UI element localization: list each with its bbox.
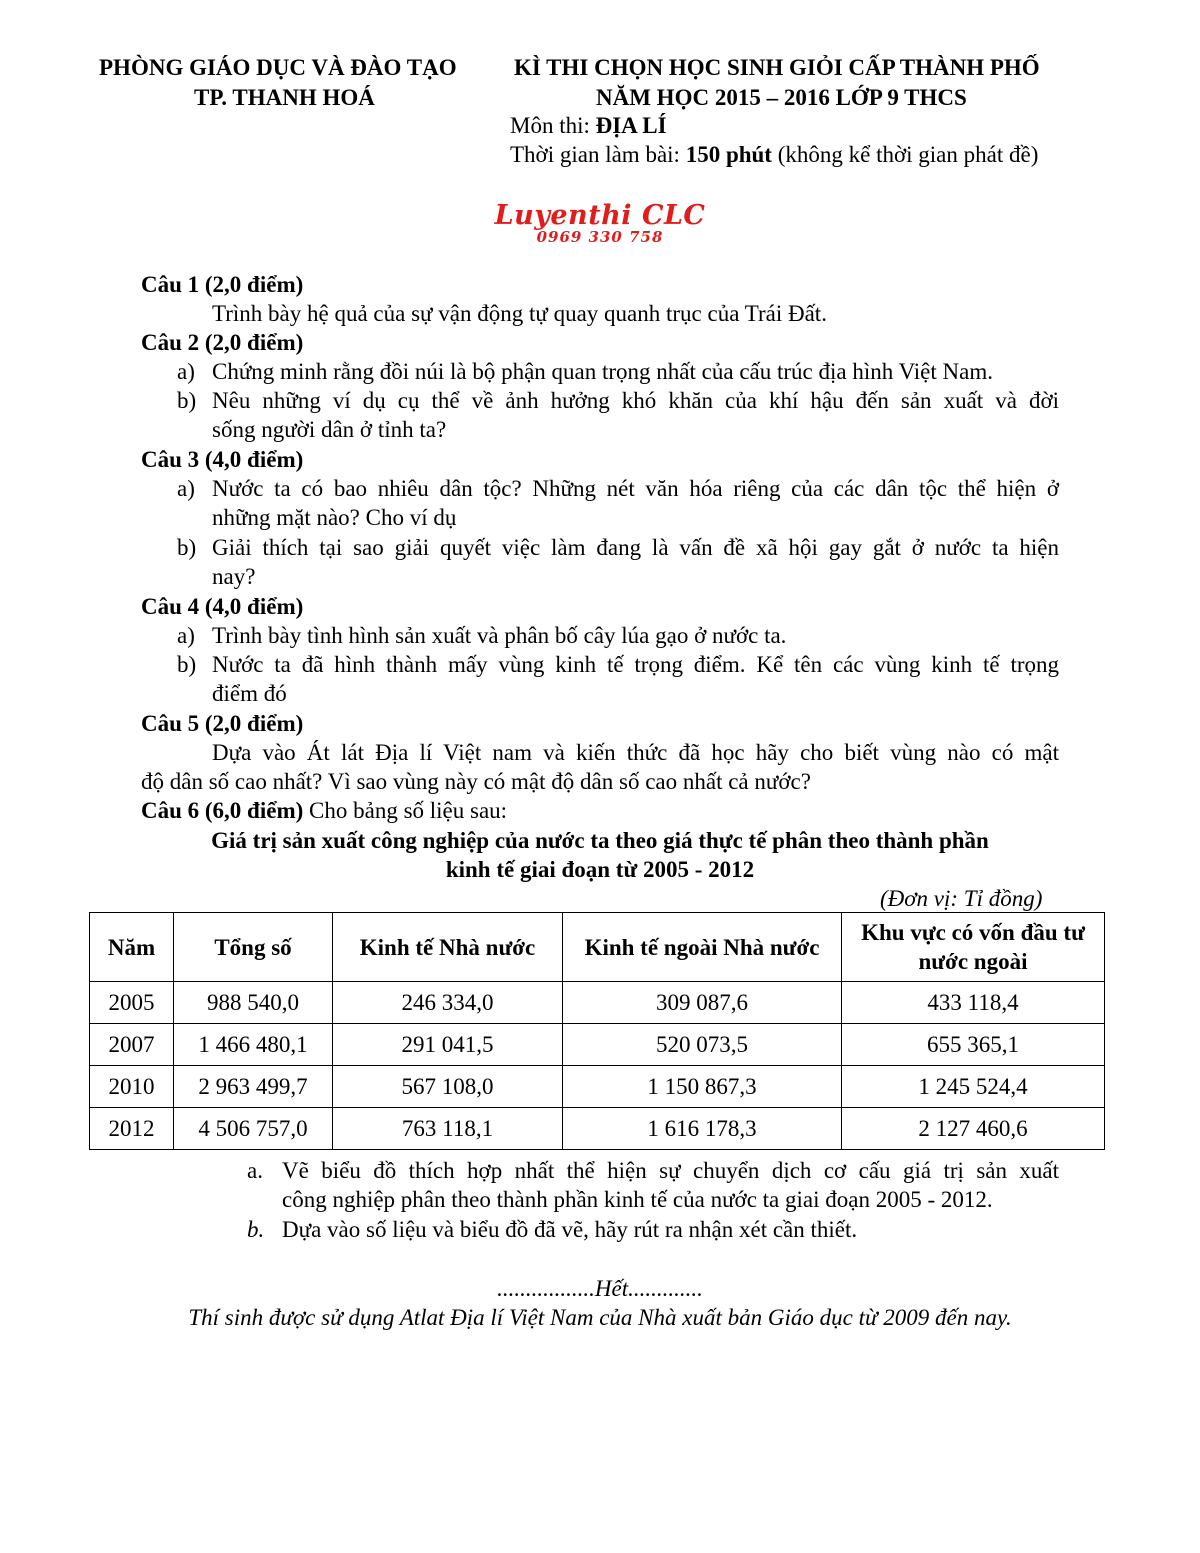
q2-a-text: Chứng minh rằng đồi núi là bộ phận quan trọng nhất của cấu trúc địa hình Việt Nam. xyxy=(212,359,993,384)
q2-a-label: a) xyxy=(177,359,195,384)
q4-b-line2: điểm đó xyxy=(212,681,287,706)
cell-non-state: 1 150 867,3 xyxy=(563,1066,842,1108)
q6-a-label: a. xyxy=(247,1158,263,1183)
q4-b-line1: Nước ta đã hình thành mấy vùng kinh tế trọng điểm. Kể tên các vùng kinh tế trọng xyxy=(212,652,1059,677)
q4-a-label: a) xyxy=(177,623,195,648)
q5-line1: Dựa vào Át lát Địa lí Việt nam và kiến thức đã học hãy cho biết vùng nào có mật xyxy=(212,740,1059,765)
col-header-year: Năm xyxy=(90,913,174,982)
col-header-non-state: Kinh tế ngoài Nhà nước xyxy=(563,913,842,982)
subject-line xyxy=(510,111,667,140)
subject-label: Môn thi: xyxy=(510,113,596,138)
cell-non-state: 1 616 178,3 xyxy=(563,1108,842,1150)
q4-item-a xyxy=(177,621,1059,650)
city-name: TP. THANH HOÁ xyxy=(194,85,375,110)
q2-b-label: b) xyxy=(177,388,197,413)
col-header-total: Tổng số xyxy=(174,913,333,982)
data-table xyxy=(89,912,1105,1150)
time-note: (không kể thời gian phát đề) xyxy=(771,142,1039,167)
q6-b-label: b. xyxy=(247,1217,265,1242)
time-label: Thời gian làm bài: xyxy=(510,142,686,167)
table-row xyxy=(90,982,1105,1024)
q1-text: Trình bày hệ quả của sự vận động tự quay quanh trục của Trái Đất. xyxy=(212,301,827,326)
unit-note: (Đơn vị: Tỉ đồng) xyxy=(880,886,1043,911)
q5-title: Câu 5 (2,0 điểm) xyxy=(141,711,304,736)
table-row xyxy=(90,1024,1105,1066)
cell-non-state: 309 087,6 xyxy=(563,982,842,1024)
q6-intro: Cho bảng số liệu sau: xyxy=(303,798,508,823)
q6-a-line2: công nghiệp phân theo thành phần kinh tế của nước ta giai đoạn 2005 - 2012. xyxy=(282,1187,993,1212)
cell-foreign: 2 127 460,6 xyxy=(842,1108,1105,1150)
q3-a-line1: Nước ta có bao nhiêu dân tộc? Những nét văn hóa riêng của các dân tộc thể hiện ở xyxy=(212,476,1059,501)
cell-state: 246 334,0 xyxy=(333,982,563,1024)
cell-total: 1 466 480,1 xyxy=(174,1024,333,1066)
q6-title: Câu 6 (6,0 điểm) xyxy=(141,798,304,823)
cell-foreign: 655 365,1 xyxy=(842,1024,1105,1066)
q3-a-line2: những mặt nào? Cho ví dụ xyxy=(212,505,457,530)
q4-a-text: Trình bày tình hình sản xuất và phân bố cây lúa gạo ở nước ta. xyxy=(212,623,787,648)
q6-a-line1: Vẽ biểu đồ thích hợp nhất thể hiện sự chuyển dịch cơ cấu giá trị sản xuất xyxy=(282,1158,1059,1183)
q2-b-line1: Nêu những ví dụ cụ thể về ảnh hưởng khó khăn của khí hậu đến sản xuất và đời xyxy=(212,388,1059,413)
q3-b-label: b) xyxy=(177,535,197,560)
q6-b-text: Dựa vào số liệu và biểu đồ đã vẽ, hãy rút ra nhận xét cần thiết. xyxy=(282,1217,858,1242)
q2-b-line2: sống người dân ở tỉnh ta? xyxy=(212,417,447,442)
cell-state: 291 041,5 xyxy=(333,1024,563,1066)
q1-title: Câu 1 (2,0 điểm) xyxy=(141,272,304,297)
table-row xyxy=(90,1066,1105,1108)
cell-year: 2010 xyxy=(90,1066,174,1108)
luyenthi-logo xyxy=(470,200,730,250)
q3-item-b xyxy=(177,533,1059,591)
cell-state: 567 108,0 xyxy=(333,1066,563,1108)
school-year: NĂM HỌC 2015 – 2016 LỚP 9 THCS xyxy=(596,85,967,110)
cell-year: 2007 xyxy=(90,1024,174,1066)
cell-year: 2012 xyxy=(90,1108,174,1150)
q3-item-a xyxy=(177,474,1059,532)
cell-year: 2005 xyxy=(90,982,174,1024)
q2-item-a xyxy=(177,357,1059,386)
cell-total: 2 963 499,7 xyxy=(174,1066,333,1108)
time-value: 150 phút xyxy=(685,142,772,167)
cell-total: 4 506 757,0 xyxy=(174,1108,333,1150)
cell-non-state: 520 073,5 xyxy=(563,1024,842,1066)
cell-state: 763 118,1 xyxy=(333,1108,563,1150)
department-name: PHÒNG GIÁO DỤC VÀ ĐÀO TẠO xyxy=(99,55,457,80)
cell-total: 988 540,0 xyxy=(174,982,333,1024)
q6-item-a xyxy=(247,1156,1059,1214)
table-title-line2: kinh tế giai đoạn từ 2005 - 2012 xyxy=(445,857,755,882)
q4-item-b xyxy=(177,650,1059,708)
q2-item-b xyxy=(177,386,1059,444)
col-header-state: Kinh tế Nhà nước xyxy=(333,913,563,982)
subject-value: ĐỊA LÍ xyxy=(595,113,667,138)
q6-heading xyxy=(141,796,507,825)
q2-title: Câu 2 (2,0 điểm) xyxy=(141,330,304,355)
footer-note: Thí sinh được sử dụng Atlat Địa lí Việt Nam của Nhà xuất bản Giáo dục từ 2009 đến nay. xyxy=(188,1305,1012,1330)
q4-title: Câu 4 (4,0 điểm) xyxy=(141,594,304,619)
logo-phone: 0969 330 758 xyxy=(536,228,664,246)
q3-a-label: a) xyxy=(177,476,195,501)
q3-b-line1: Giải thích tại sao giải quyết việc làm đang là vấn đề xã hội gay gắt ở nước ta hiện xyxy=(212,535,1059,560)
cell-foreign: 1 245 524,4 xyxy=(842,1066,1105,1108)
q6-item-b xyxy=(247,1215,1059,1244)
exam-title: KÌ THI CHỌN HỌC SINH GIỎI CẤP THÀNH PHỐ xyxy=(514,55,1040,80)
q5-line2: độ dân số cao nhất? Vì sao vùng này có mật độ dân số cao nhất cả nước? xyxy=(141,769,811,794)
time-line xyxy=(510,140,1038,169)
table-row xyxy=(90,1108,1105,1150)
q4-b-label: b) xyxy=(177,652,197,677)
logo-name: Luyenthi CLC xyxy=(494,200,706,231)
end-mark: .................Hết............. xyxy=(497,1276,703,1301)
cell-foreign: 433 118,4 xyxy=(842,982,1105,1024)
table-header-row xyxy=(90,913,1105,982)
q3-title: Câu 3 (4,0 điểm) xyxy=(141,447,304,472)
table-title-line1: Giá trị sản xuất công nghiệp của nước ta theo giá thực tế phân theo thành phần xyxy=(211,828,989,853)
q3-b-line2: nay? xyxy=(212,564,256,589)
col-header-foreign: Khu vực có vốn đầu tư nước ngoài xyxy=(842,913,1105,982)
